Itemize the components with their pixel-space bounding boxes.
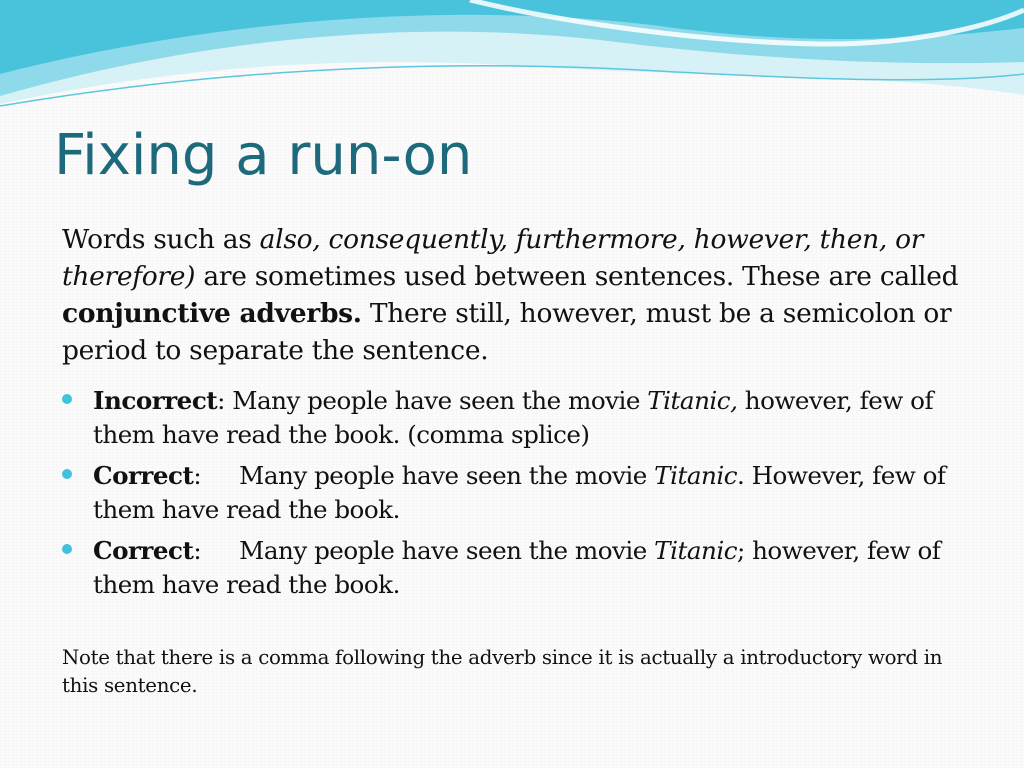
bullet-label: Correct bbox=[93, 536, 194, 565]
bullet-dot-icon bbox=[62, 394, 72, 404]
bullet-dot-icon bbox=[62, 469, 72, 479]
bullet-item-correct-semicolon bbox=[62, 534, 982, 602]
bullet-colon: : bbox=[193, 461, 202, 490]
bullet-italic-title: Titanic bbox=[654, 461, 737, 490]
intro-text-3: There still, however, must be a semicolon or period to separate the sentence. bbox=[62, 298, 952, 366]
slide-title: Fixing a run-on bbox=[54, 123, 473, 188]
bullet-colon: : bbox=[193, 536, 202, 565]
bullet-item-correct-period bbox=[62, 459, 982, 527]
bullet-label: Correct bbox=[93, 461, 194, 490]
bullet-text-before: Many people have seen the movie bbox=[239, 536, 655, 565]
bullet-italic-title: Titanic, bbox=[647, 386, 738, 415]
header-wave-decoration bbox=[0, 0, 1024, 120]
bullet-dot-icon bbox=[62, 544, 72, 554]
bullet-text-after: . However, few of them have read the book. bbox=[93, 461, 946, 524]
bullet-colon: : bbox=[217, 386, 233, 415]
example-bullet-list bbox=[62, 384, 982, 609]
bullet-text-before: Many people have seen the movie bbox=[232, 386, 648, 415]
bullet-label: Incorrect bbox=[93, 386, 218, 415]
intro-bold-term: conjunctive adverbs. bbox=[62, 298, 362, 329]
intro-text-1: Words such as bbox=[62, 224, 260, 255]
intro-italic-adverb-list: also, consequently, furthermore, however, then, or therefore) bbox=[62, 224, 924, 292]
bullet-italic-title: Titanic bbox=[654, 536, 737, 565]
bullet-text-after: however, few of them have read the book. (comma splice) bbox=[93, 386, 934, 449]
intro-paragraph bbox=[62, 221, 982, 369]
note-paragraph: Note that there is a comma following the adverb since it is actually a introductory word in this sentence. bbox=[62, 646, 943, 697]
bullet-item-incorrect bbox=[62, 384, 982, 452]
bullet-text-after: ; however, few of them have read the book. bbox=[93, 536, 941, 599]
intro-text-2: are sometimes used between sentences. These are called bbox=[195, 261, 959, 292]
bullet-text-before: Many people have seen the movie bbox=[239, 461, 655, 490]
